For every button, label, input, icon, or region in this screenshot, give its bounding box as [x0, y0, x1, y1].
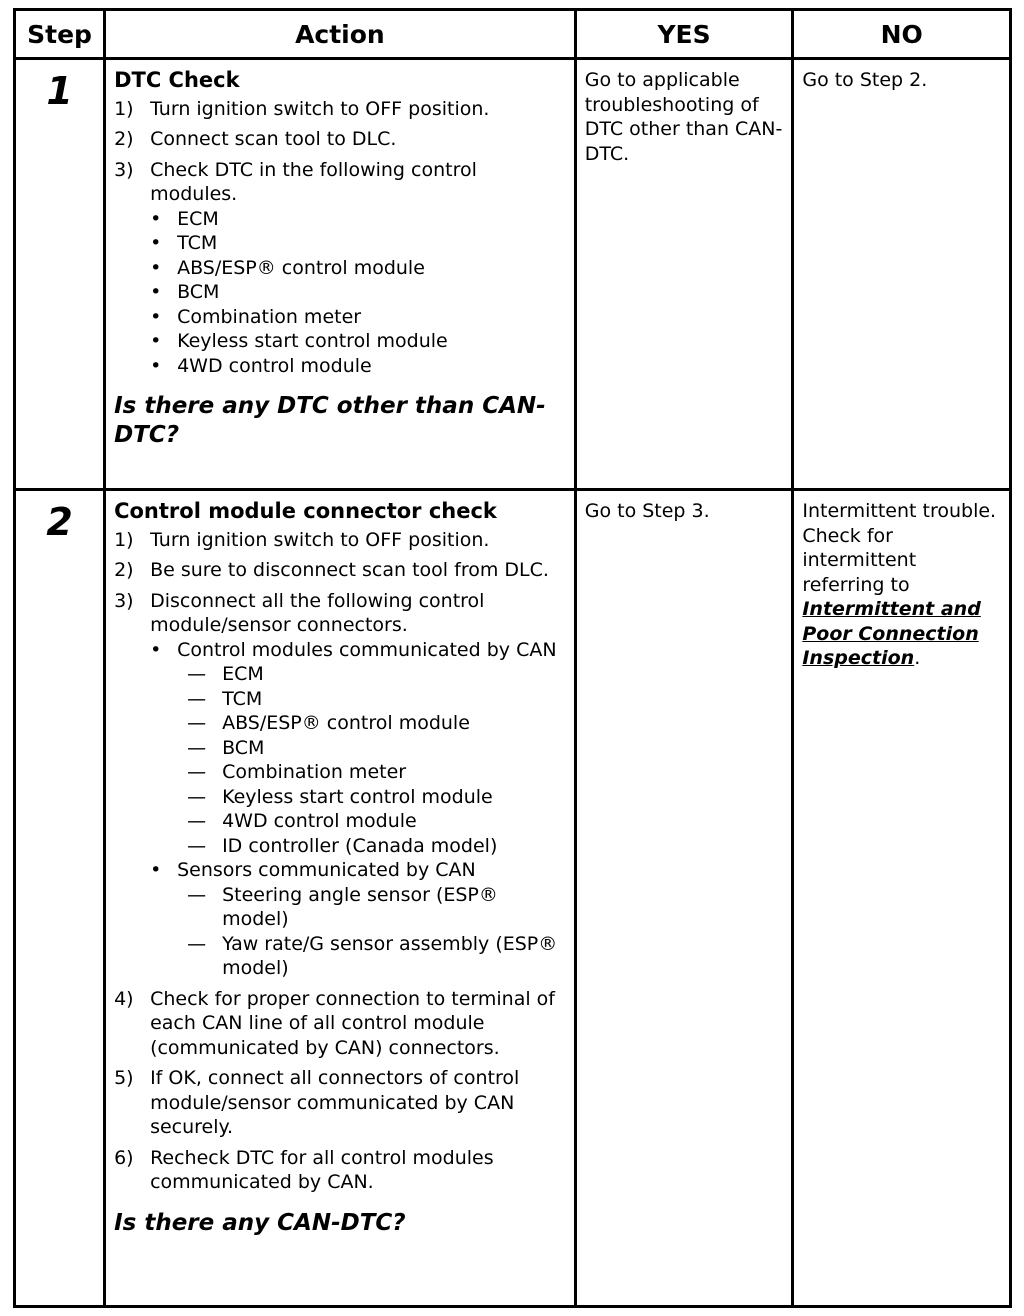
intermittent-inspection-link[interactable]: Intermittent and Poor Connection Inspection: [802, 598, 981, 669]
no-text: Go to Step 2.: [802, 69, 928, 91]
list-item: — Combination meter: [187, 761, 407, 783]
header-action: Action: [105, 10, 576, 59]
list-item: • BCM: [150, 281, 220, 303]
module-list: [150, 207, 566, 379]
sensor-list: [177, 883, 566, 981]
action-step: 3) Disconnect all the following control module/sensor connectors. • Control modules communicated by CAN — ECM — TCM — ABS/ESP® control module — BCM — Combination meter — Keyless start control module — 4WD control module — ID controller (Canada model) • Sensors communicated by CAN — Steering angle sensor (ESP® model) — Yaw rate/G sensor assembly (ESP® model): [114, 589, 566, 981]
connector-groups: [150, 638, 566, 981]
header-step: Step: [15, 10, 105, 59]
list-item: • 4WD control module: [150, 354, 372, 377]
action-cell: [105, 59, 576, 490]
action-step: 4) Check for proper connection to terminal of each CAN line of all control module (communicated by CAN) connectors.: [114, 987, 555, 1059]
yes-cell: [575, 490, 793, 1307]
list-item: • TCM: [150, 232, 218, 254]
yes-text: Go to Step 3.: [584, 500, 710, 522]
list-item: — Yaw rate/G sensor assembly (ESP® model): [187, 932, 558, 979]
list-item: • Control modules communicated by CAN — ECM — TCM — ABS/ESP® control module — BCM — Combination meter — Keyless start control module — 4WD control module — ID controller (Canada model): [150, 638, 566, 859]
action-steps: [114, 97, 566, 379]
list-item: — 4WD control module: [187, 810, 417, 832]
yes-cell: [575, 59, 793, 490]
action-step: 2) Connect scan tool to DLC.: [114, 128, 397, 150]
header-yes: YES: [575, 10, 793, 59]
list-item: — ID controller (Canada model): [187, 834, 498, 857]
no-cell: [793, 490, 1011, 1307]
header-row: [15, 10, 1011, 59]
list-item: • ECM: [150, 207, 219, 230]
step-row-2: [15, 490, 1011, 1307]
action-question: Is there any CAN-DTC?: [114, 1209, 406, 1236]
list-item: • Sensors communicated by CAN — Steering angle sensor (ESP® model) — Yaw rate/G sensor assembly (ESP® model): [150, 858, 566, 981]
no-cell: [793, 59, 1011, 490]
action-step: 3) Check DTC in the following control modules. • ECM • TCM • ABS/ESP® control module • BCM • Combination meter • Keyless start control module • 4WD control module: [114, 158, 566, 379]
step-number-cell: [15, 490, 105, 1307]
list-item: — ECM: [187, 663, 264, 685]
step-number-cell: [15, 59, 105, 490]
yes-text: Go to applicable troubleshooting of DTC other than CAN-DTC.: [584, 69, 783, 165]
action-title: Control module connector check: [114, 499, 497, 523]
action-step: 6) Recheck DTC for all control modules communicated by CAN.: [114, 1146, 494, 1193]
list-item: — Steering angle sensor (ESP® model): [187, 883, 498, 930]
step-number: 2: [46, 500, 73, 544]
action-question: Is there any DTC other than CAN-DTC?: [114, 393, 546, 448]
action-steps: [114, 528, 566, 1195]
action-step: 1) Turn ignition switch to OFF position.: [114, 97, 490, 120]
list-item: • ABS/ESP® control module: [150, 256, 425, 279]
action-step: 5) If OK, connect all connectors of control module/sensor communicated by CAN securely.: [114, 1067, 520, 1138]
action-title: DTC Check: [114, 68, 240, 92]
list-item: — Keyless start control module: [187, 785, 493, 808]
troubleshooting-table: [13, 8, 1012, 1308]
module-list: [177, 662, 566, 858]
list-item: — ABS/ESP® control module: [187, 712, 470, 734]
action-step: 2) Be sure to disconnect scan tool from DLC.: [114, 559, 549, 581]
step-number: 1: [46, 69, 73, 113]
action-step: 1) Turn ignition switch to OFF position.: [114, 528, 490, 551]
action-cell: [105, 490, 576, 1307]
step-row-1: [15, 59, 1011, 490]
header-no: NO: [793, 10, 1011, 59]
list-item: — BCM: [187, 736, 265, 759]
list-item: • Combination meter: [150, 305, 362, 328]
list-item: • Keyless start control module: [150, 330, 448, 352]
list-item: — TCM: [187, 687, 263, 710]
no-text: Intermittent trouble. Check for intermittent referring to Intermittent and Poor Connection Inspection.: [802, 500, 997, 669]
